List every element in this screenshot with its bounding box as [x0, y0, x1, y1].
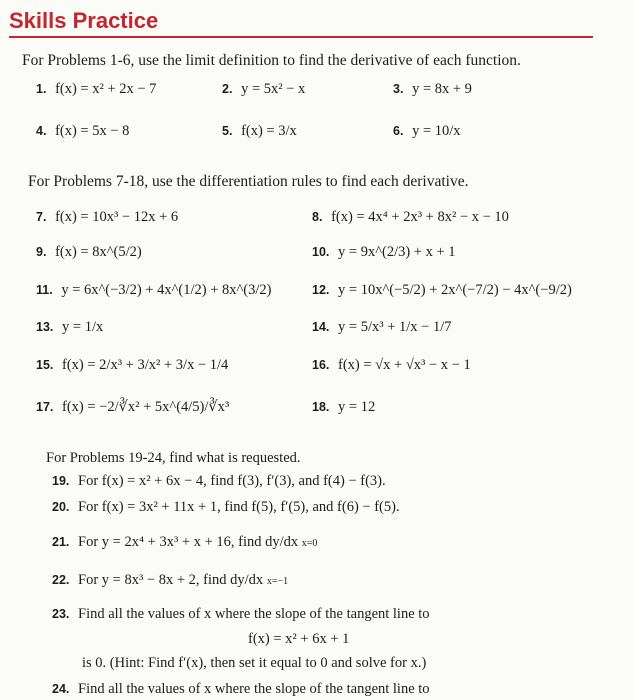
problem-8 [312, 210, 509, 225]
section-3-instructions: For Problems 19-24, find what is requested. [46, 450, 301, 466]
problem-expression: f(x) = 4x⁴ + 2x³ + 8x² − x − 10 [331, 209, 509, 225]
problem-expression: f(x) = x² + 2x − 7 [55, 81, 157, 97]
problem-expression: f(x) = √x + √x³ − x − 1 [338, 357, 471, 373]
problem-text: For f(x) = x² + 6x − 4, find f(3), f′(3), and f(4) − f(3). [78, 473, 386, 489]
problem-number: 6. [393, 124, 404, 138]
problem-expression: y = 10x^(−5/2) + 2x^(−7/2) − 4x^(−9/2) [338, 282, 572, 298]
problem-20 [52, 500, 400, 515]
problem-expression: y = 10/x [412, 123, 461, 139]
problem-expression: y = 6x^(−3/2) + 4x^(1/2) + 8x^(3/2) [61, 282, 272, 298]
problem-expression: f(x) = 8x^(5/2) [55, 244, 142, 260]
problem-number: 7. [36, 210, 47, 224]
problem-number: 2. [222, 82, 233, 96]
problem-text: Find all the values of x where the slope of the tangent line to [78, 606, 430, 622]
problem-number: 10. [312, 245, 330, 259]
problem-22 [52, 573, 288, 588]
problem-text: Find all the values of x where the slope of the tangent line to [78, 681, 430, 697]
problem-4 [36, 124, 129, 139]
problem-2 [222, 82, 305, 97]
problem-15 [36, 358, 228, 373]
problem-expression: y = 12 [338, 399, 376, 415]
problem-number: 22. [52, 573, 70, 587]
problem-number: 1. [36, 82, 47, 96]
problem-17 [36, 400, 229, 415]
problem-number: 5. [222, 124, 233, 138]
problem-number: 18. [312, 400, 330, 414]
problem-5 [222, 124, 297, 139]
equation: f(x) = x² + 6x + 1 [248, 631, 350, 647]
problem-number: 16. [312, 358, 330, 372]
problem-12 [312, 283, 572, 298]
problem-expression: y = 5/x³ + 1/x − 1/7 [338, 319, 452, 335]
section-1-instructions: For Problems 1-6, use the limit definition to find the derivative of each function. [22, 52, 521, 69]
problem-expression: f(x) = −2/∛x² + 5x^(4/5)/∛x³ [62, 399, 230, 415]
problem-number: 19. [52, 474, 70, 488]
derivative-notation: dy/dx [230, 572, 264, 588]
problem-number: 20. [52, 500, 70, 514]
problem-number: 11. [36, 283, 53, 297]
section-2-instructions: For Problems 7-18, use the differentiation rules to find each derivative. [28, 173, 469, 190]
problem-expression: y = 5x² − x [241, 81, 306, 97]
problem-13 [36, 320, 103, 335]
problem-number: 3. [393, 82, 404, 96]
hint-text: is 0. (Hint: Find f′(x), then set it equal to 0 and solve for x.) [82, 655, 427, 671]
problem-text: For f(x) = 3x² + 11x + 1, find f(5), f′(5), and f(6) − f(5). [78, 499, 400, 515]
problem-3 [393, 82, 472, 97]
problem-9 [36, 245, 142, 260]
problem-expression: f(x) = 2/x³ + 3/x² + 3/x − 1/4 [62, 357, 229, 373]
problem-number: 24. [52, 682, 70, 696]
problem-23 [52, 607, 430, 622]
title-rule [9, 36, 593, 38]
problem-10 [312, 245, 456, 260]
problem-number: 14. [312, 320, 330, 334]
problem-1 [36, 82, 156, 97]
evaluation-point: x=−1 [266, 576, 289, 587]
problem-24 [52, 682, 430, 697]
problem-expression: y = 1/x [62, 319, 104, 335]
problem-number: 15. [36, 358, 54, 372]
problem-expression: f(x) = 10x³ − 12x + 6 [55, 209, 179, 225]
problem-number: 21. [52, 535, 70, 549]
problem-number: 23. [52, 607, 70, 621]
problem-7 [36, 210, 178, 225]
problem-18 [312, 400, 375, 415]
derivative-notation: dy/dx [265, 534, 299, 550]
problem-19 [52, 474, 386, 489]
evaluation-point: x=0 [301, 538, 318, 549]
problem-16 [312, 358, 471, 373]
problem-23-hint [82, 656, 426, 671]
problem-expression: f(x) = 3/x [241, 123, 297, 139]
problem-number: 13. [36, 320, 54, 334]
problem-6 [393, 124, 461, 139]
problem-expression: y = 9x^(2/3) + x + 1 [338, 244, 456, 260]
problem-expression: y = 8x + 9 [412, 81, 472, 97]
problem-21 [52, 535, 317, 550]
page-title: Skills Practice [9, 8, 159, 33]
problem-14 [312, 320, 451, 335]
problem-11 [36, 283, 272, 298]
problem-number: 8. [312, 210, 323, 224]
problem-number: 12. [312, 283, 330, 297]
problem-expression: f(x) = 5x − 8 [55, 123, 130, 139]
problem-number: 17. [36, 400, 54, 414]
problem-23-equation [248, 632, 349, 647]
problem-number: 4. [36, 124, 47, 138]
problem-text: For y = 8x³ − 8x + 2, find [78, 572, 227, 588]
problem-text: For y = 2x⁴ + 3x³ + x + 16, find [78, 534, 262, 550]
problem-number: 9. [36, 245, 47, 259]
